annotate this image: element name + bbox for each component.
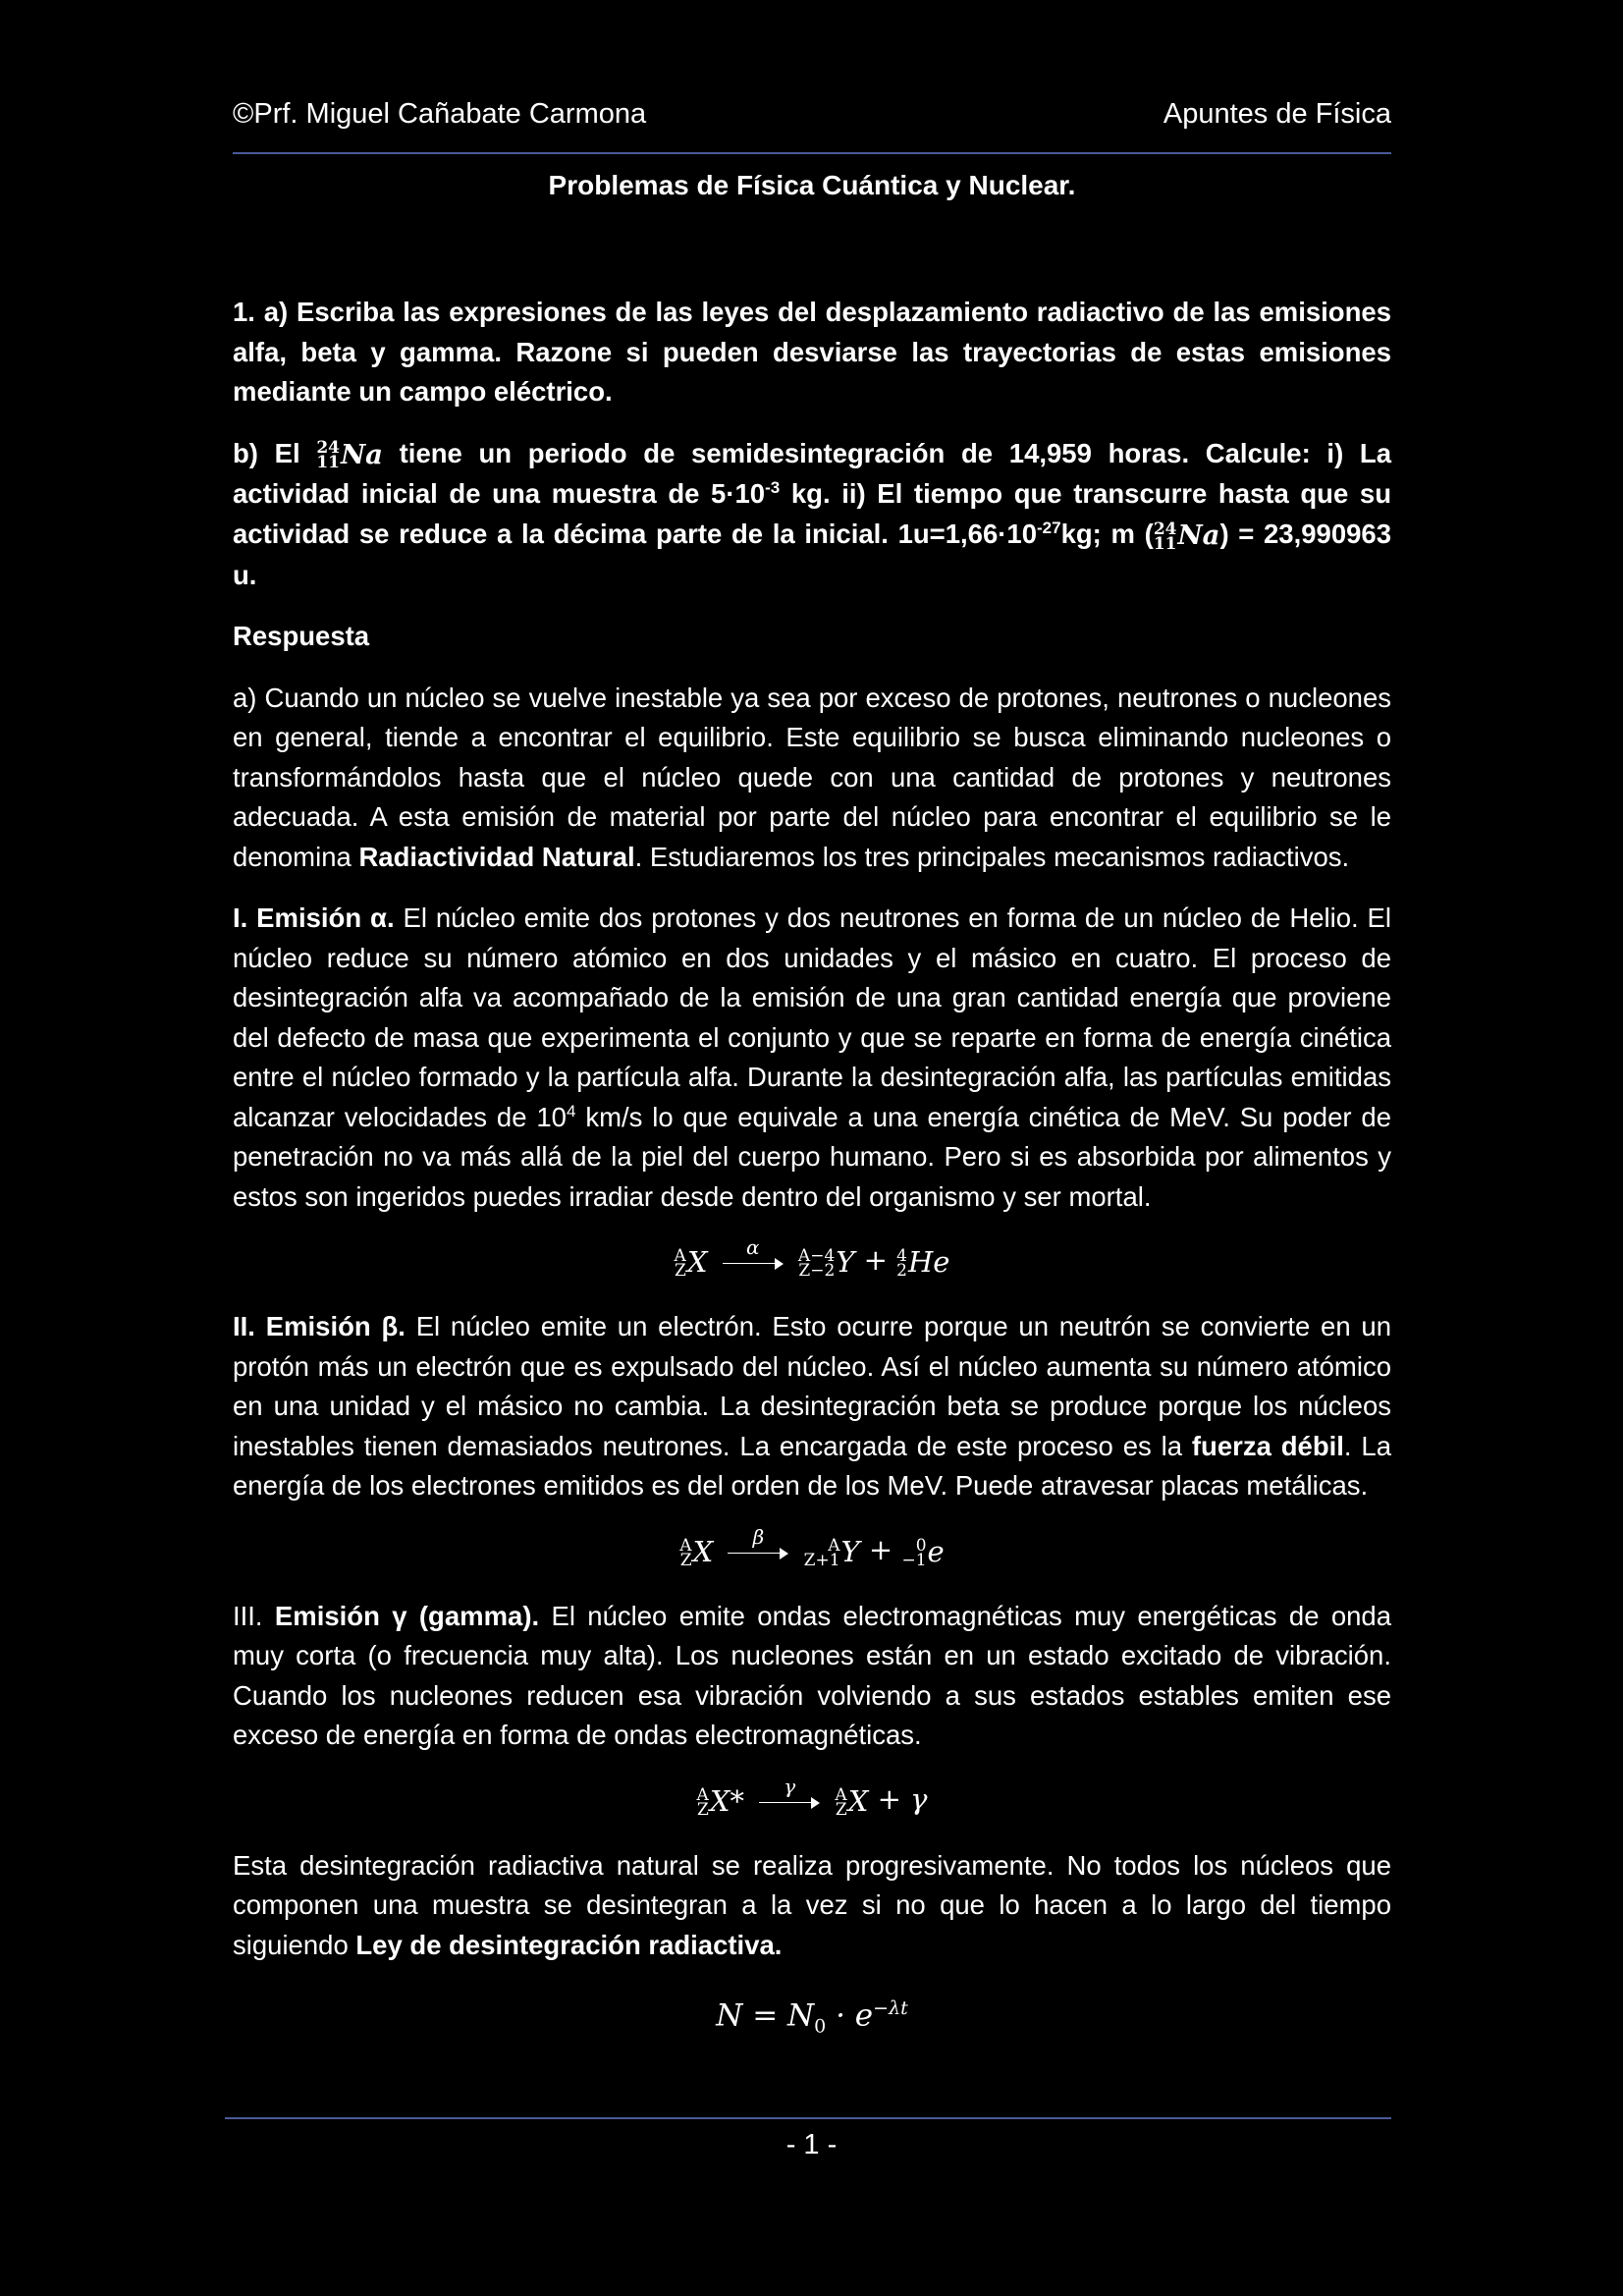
document-body <box>233 293 1391 2072</box>
beta-heading: II. Emisión β. <box>233 1311 406 1342</box>
page-header <box>233 94 1391 134</box>
decay-law-equation: $N = N_0 \cdot e^{-\lambda t}$ <box>716 1997 908 2038</box>
beta-equation: A Z X β A Z+1 Y + 0 −1 e <box>679 1524 945 1570</box>
document-title: Problemas de Física Cuántica y Nuclear. <box>548 170 1076 200</box>
header-author: ©Prf. Miguel Cañabate Carmona <box>233 97 647 130</box>
alpha-equation: A Z X α A−4 Z−2 Y + 4 2 He <box>674 1235 950 1282</box>
alpha-section: I. Emisión α. El núcleo emite dos protones y dos neutrones en forma de un núcleo de Helio. El núcleo reduce su número atómico en dos unidades y el másico en cuatro. El proceso de desintegración alfa va acompañado de la emisión de una gran cantidad energía que proviene del defecto de masa que experimenta el conjunto y que se reparte en forma de energía cinética entre el núcleo formado y la partícula alfa. Durante la desintegración alfa, las partículas emitidas alcanzar velocidades de $10^4$ km/s lo que equivale a una energía cinética de MeV. Su poder de penetración no va más allá de la piel del cuerpo humano. Pero si es absorbida por alimentos y estos son ingeridos puedes irradiar desde dentro del organismo y ser mortal. <box>233 902 1392 1212</box>
footer-rule <box>225 2117 1391 2119</box>
decay-law-section: Esta desintegración radiactiva natural se realiza progresivamente. No todos los núcleos que componen una muestra se desintegran a la vez si no que lo hacen a lo largo del tiempo siguiendo Ley de desintegración radiactiva. <box>233 1849 1391 1960</box>
page-number: - 1 - <box>785 2129 838 2160</box>
gamma-heading: Emisión γ (gamma). <box>274 1600 540 1631</box>
alpha-heading: I. Emisión α. <box>233 902 395 934</box>
question-part-b: b) El 24 11 Na tiene un periodo de semidesintegración de 14,959 horas. Calcule: i) La actividad inicial de una muestra de $5\cdot 10^{-3}$ kg. ii) El tiempo que transcurre hasta que su actividad se reduce a la décima parte de la inicial. $1u=1,66\cdot 10^{-27}kg$; m ( 24 11 Na) = 23,990963 u. <box>233 434 1391 596</box>
header-rule <box>233 152 1391 154</box>
beta-arrow: β <box>728 1528 788 1559</box>
answer-label: Respuesta <box>233 621 370 652</box>
alpha-arrow: α <box>723 1238 784 1270</box>
answer-intro: a) Cuando un núcleo se vuelve inestable ya sea por exceso de protones, neutrones o nucleones en general, tiende a encontrar el equilibrio. Este equilibrio se busca eliminando nucleones o transformándolos hasta que el núcleo quede con una cantidad de protones y neutrones adecuada. A esta emisión de material por parte del núcleo para encontrar el equilibrio se le denomina Radiactividad Natural. Estudiaremos los tres principales mecanismos radiactivos. <box>233 682 1391 872</box>
question-part-a: 1. a) Escriba las expresiones de las leyes del desplazamiento radiactivo de las emisiones alfa, beta y gamma. Razone si pueden desviarse las trayectorias de estas emisiones mediante un campo eléctrico. <box>233 297 1391 407</box>
sodium-nuclide-mass: 24 11 Na <box>1153 519 1220 554</box>
gamma-equation: A Z X* γ A Z X + γ <box>696 1774 928 1820</box>
question-block <box>233 293 1391 595</box>
sodium-nuclide: 24 11 Na <box>316 438 383 473</box>
beta-section: II. Emisión β. El núcleo emite un electrón. Esto ocurre porque un neutrón se convierte en un protón más un electrón que es expulsado del núcleo. Así el núcleo aumenta su número atómico en una unidad y el másico no cambia. La desintegración beta se produce porque los núcleos inestables tienen demasiados neutrones. La encargada de este proceso es la fuerza débil. La energía de los electrones emitidos es del orden de los MeV. Puede atravesar placas metálicas. <box>233 1311 1392 1502</box>
gamma-section: III. Emisión γ (gamma). El núcleo emite ondas electromagnéticas muy energéticas de onda muy corta (o frecuencia muy alta). Los nucleones están en un estado excitado de vibración. Cuando los nucleones reducen esa vibración volviendo a sus estados estables emiten ese exceso de energía en forma de ondas electromagnéticas. <box>233 1600 1392 1751</box>
gamma-arrow: γ <box>759 1777 820 1809</box>
header-subject: Apuntes de Física <box>1163 97 1391 130</box>
